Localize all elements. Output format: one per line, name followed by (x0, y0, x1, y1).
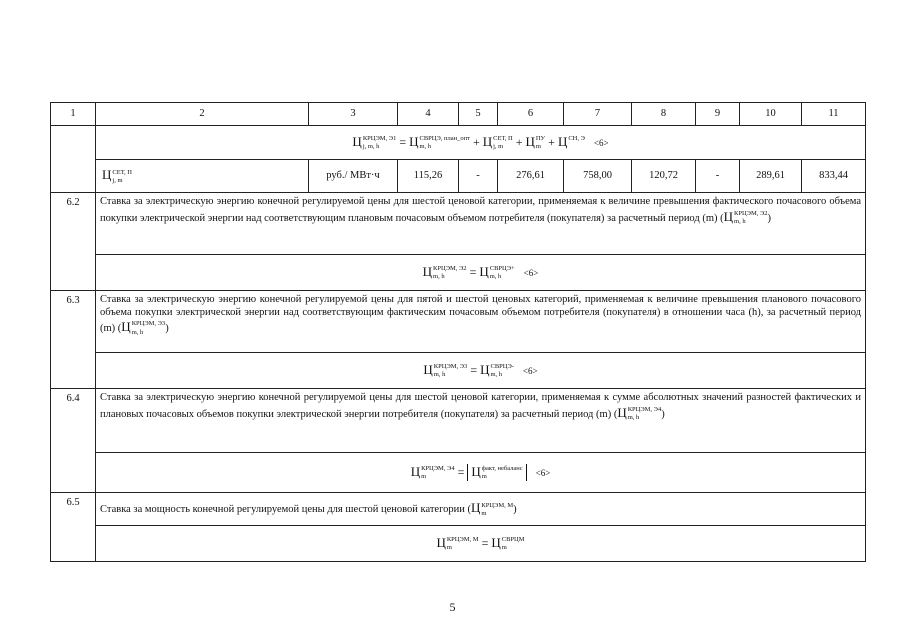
value-cell: 289,61 (740, 160, 802, 193)
header-cell: 10 (740, 103, 802, 126)
section-6-3-formula-row (51, 353, 866, 389)
section-6-2-desc-row (51, 193, 866, 255)
section-description: Ставка за электрическую энергию конечной регулируемой цены для шестой ценовой категории, применяемая к величине превышения фактического почасового объема покупки электрической энергии над соответствующим плановым почасовым объемом потребителя (покупателя) за расчетный период (m) (Ц КРЦЭМ, Э2 m, h ) (96, 193, 866, 255)
value-cell: - (459, 160, 498, 193)
section-formula: Ц КРЦЭМ, Э2 m, h = Ц СВРЦЭ+ m, h <6> (96, 255, 866, 291)
section-number: 6.5 (51, 493, 96, 562)
main-formula: Ц КРЦЭМ, Э1 j, m, h = Ц СВРЦЭ, план_опт m, h + Ц СЕТ, П j, m + Ц ПУ m + Ц СН, Э <6> (96, 126, 866, 160)
header-cell: 3 (309, 103, 398, 126)
section-6-4-desc-row (51, 389, 866, 453)
header-cell: 7 (564, 103, 632, 126)
value-cell: 833,44 (802, 160, 866, 193)
value-cell: 115,26 (398, 160, 459, 193)
absolute-value-bars: Ц факт, небаланс m (467, 464, 526, 481)
value-cell: - (696, 160, 740, 193)
section-6-4-formula-row (51, 453, 866, 493)
section-6-5-desc-row (51, 493, 866, 526)
header-cell: 1 (51, 103, 96, 126)
section-6-5-formula-row (51, 526, 866, 562)
data-row-label: Ц СЕТ, П j, m (96, 160, 309, 193)
value-cell: 120,72 (632, 160, 696, 193)
header-cell: 8 (632, 103, 696, 126)
value-cell: 276,61 (498, 160, 564, 193)
section-description: Ставка за мощность конечной регулируемой цены для шестой ценовой категории (Ц КРЦЭМ, М m ) (96, 493, 866, 526)
unit-cell: руб./ МВт·ч (309, 160, 398, 193)
header-cell: 2 (96, 103, 309, 126)
section-formula: Ц КРЦЭМ, М m = Ц СВРЦМ m (96, 526, 866, 562)
header-cell: 5 (459, 103, 498, 126)
section-formula: Ц КРЦЭМ, Э4 m = Ц факт, небаланс m <6> (96, 453, 866, 493)
data-row (51, 160, 866, 193)
section-number: 6.4 (51, 389, 96, 493)
section-description: Ставка за электрическую энергию конечной регулируемой цены для пятой и шестой ценовых категорий, применяемая к величине превышения планового почасового объема покупки электрической энергии над соответствующим фактическим почасовым объемом потребителя (покупателя) в отношении часа (h), за расчетный период (m) (Ц КРЦЭМ, Э3 m, h ) (96, 291, 866, 353)
header-cell: 6 (498, 103, 564, 126)
tariff-table (50, 102, 866, 562)
section-6-3-desc-row (51, 291, 866, 353)
section-number: 6.2 (51, 193, 96, 291)
header-cell: 4 (398, 103, 459, 126)
main-formula-row (51, 126, 866, 160)
section-6-2-formula-row (51, 255, 866, 291)
header-cell: 11 (802, 103, 866, 126)
header-row (51, 103, 866, 126)
section-formula: Ц КРЦЭМ, Э3 m, h = Ц СВРЦЭ- m, h <6> (96, 353, 866, 389)
page-number: 5 (449, 600, 456, 614)
section-description: Ставка за электрическую энергию конечной регулируемой цены для шестой ценовой категории, применяемая к сумме абсолютных значений разностей фактических и плановых почасовых объемов покупки электрической энергии потребителя (покупателя) за расчетный период (m) (Ц КРЦЭМ, Э4 m, h ) (96, 389, 866, 453)
section-number: 6.3 (51, 291, 96, 389)
value-cell: 758,00 (564, 160, 632, 193)
row-number-cell (51, 126, 96, 193)
header-cell: 9 (696, 103, 740, 126)
